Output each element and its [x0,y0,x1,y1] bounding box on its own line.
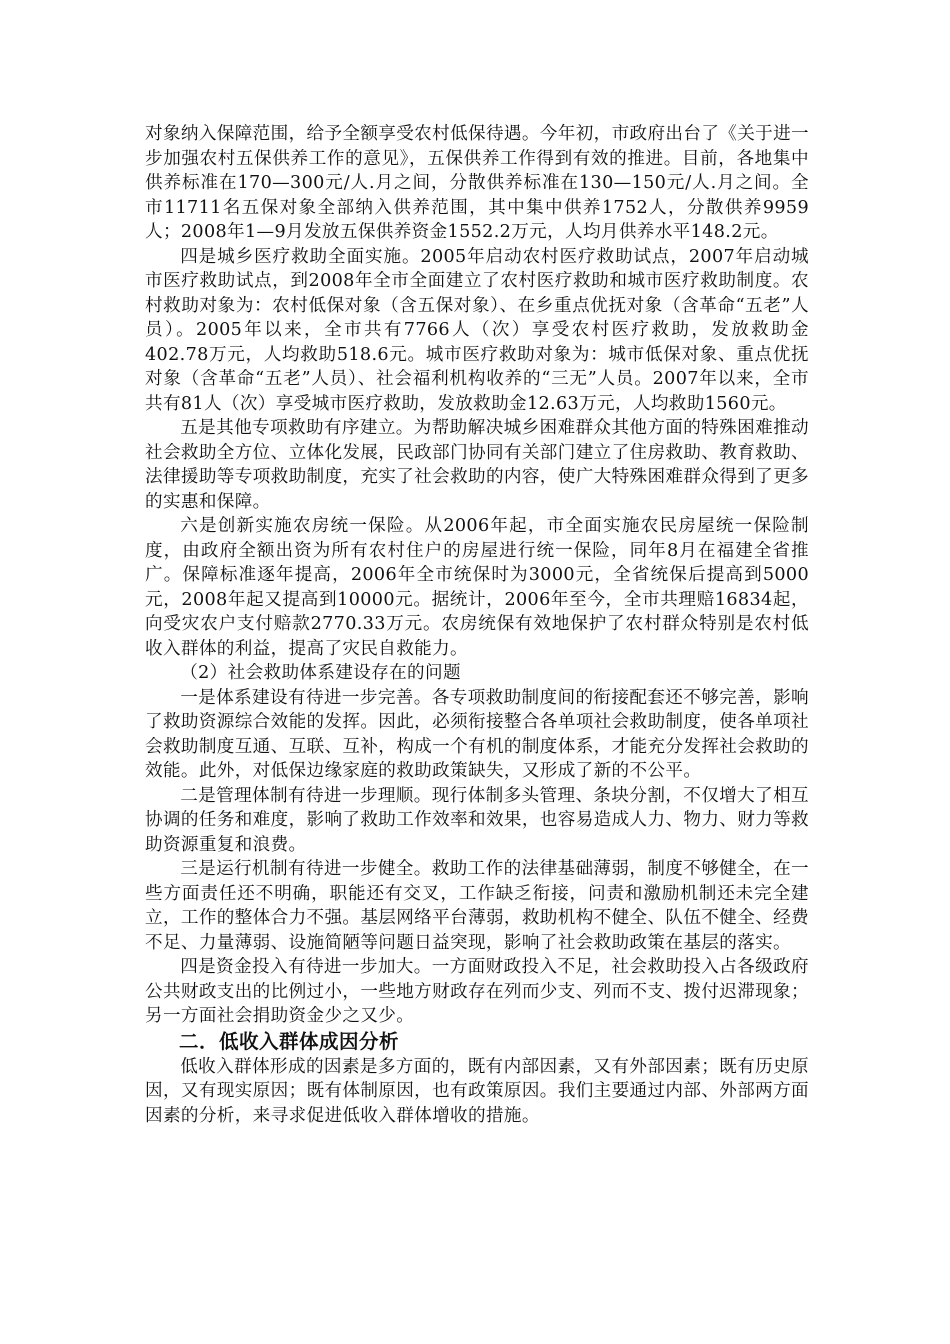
paragraph-medical-aid: 四是城乡医疗救助全面实施。2005年启动农村医疗救助试点，2007年启动城市医疗救助试点，到2008年全市全面建立了农村医疗救助和城市医疗救助制度。农村救助对象为：农村低保对象（含五保对象）、在乡重点优抚对象（含革命“五老”人员）。2005年以来，全市共有7766人（次）享受农村医疗救助，发放救助金402.78万元，人均救助518.6元。城市医疗救助对象为：城市低保对象、重点优抚对象（含革命“五老”人员）、社会福利机构收养的“三无”人员。2007年以来，全市共有81人（次）享受城市医疗救助，发放救助金12.63万元，人均救助1560元。 [145,246,809,414]
paragraph-causes-intro: 低收入群体形成的因素是多方面的，既有内部因素，又有外部因素；既有历史原因，又有现实原因；既有体制原因，也有政策原因。我们主要通过内部、外部两方面因素的分析，来寻求促进低收入群体增收的措施。 [145,1056,809,1126]
paragraph-system-building: 一是体系建设有待进一步完善。各专项救助制度间的衔接配套还不够完善，影响了救助资源综合效能的发挥。因此，必须衔接整合各单项社会救助制度，使各单项社会救助制度互通、互联、互补，构成一个有机的制度体系，才能充分发挥社会救助的效能。此外，对低保边缘家庭的救助政策缺失，又形成了新的不公平。 [145,687,809,781]
subsection-title-problems: （2）社会救助体系建设存在的问题 [180,663,461,683]
paragraph-wubao-support: 对象纳入保障范围，给予全额享受农村低保待遇。今年初，市政府出台了《关于进一步加强农村五保供养工作的意见》，五保供养工作得到有效的推进。目前，各地集中供养标准在170—300元/人.月之间，分散供养标准在130—150元/人.月之间。全市11711名五保对象全部纳入供养范围，其中集中供养1752人，分散供养9959人；2008年1—9月发放五保供养资金1552.2万元，人均月供养水平148.2元。 [145,124,809,242]
paragraph-management-system: 二是管理体制有待进一步理顺。现行体制多头管理、条块分割，不仅增大了相互协调的任务和难度，影响了救助工作效率和效果，也容易造成人力、物力、财力等救助资源重复和浪费。 [145,785,809,855]
paragraph-operating-mechanism: 三是运行机制有待进一步健全。救助工作的法律基础薄弱，制度不够健全，在一些方面责任还不明确，职能还有交叉，工作缺乏衔接，问责和激励机制还未完全建立，工作的整体合力不强。基层网络平台薄弱，救助机构不健全、队伍不健全、经费不足、力量薄弱、设施简陋等问题日益突现，影响了社会救助政策在基层的落实。 [145,859,809,953]
document-body [145,122,809,1128]
paragraph-special-aid: 五是其他专项救助有序建立。为帮助解决城乡困难群众其他方面的特殊困难推动社会救助全方位、立体化发展，民政部门协同有关部门建立了住房救助、教育救助、法律援助等专项救助制度，充实了社会救助的内容，使广大特殊困难群众得到了更多的实惠和保障。 [145,418,809,512]
paragraph-housing-insurance: 六是创新实施农房统一保险。从2006年起，市全面实施农民房屋统一保险制度，由政府全额出资为所有农村住户的房屋进行统一保险，同年8月在福建全省推广。保障标准逐年提高，2006年全市统保时为3000元，全省统保后提高到5000元，2008年起又提高到10000元。据统计，2006年至今，全市共理赔16834起，向受灾农户支付赔款2770.33万元。农房统保有效地保护了农村群众特别是农村低收入群体的利益，提高了灾民自救能力。 [145,516,809,659]
paragraph-funding: 四是资金投入有待进一步加大。一方面财政投入不足，社会救助投入占各级政府公共财政支出的比例过小，一些地方财政存在列而少支、列而不支、拨付迟滞现象；另一方面社会捐助资金少之又少。 [145,957,809,1026]
section-heading: 二．低收入群体成因分析 [179,1029,400,1053]
